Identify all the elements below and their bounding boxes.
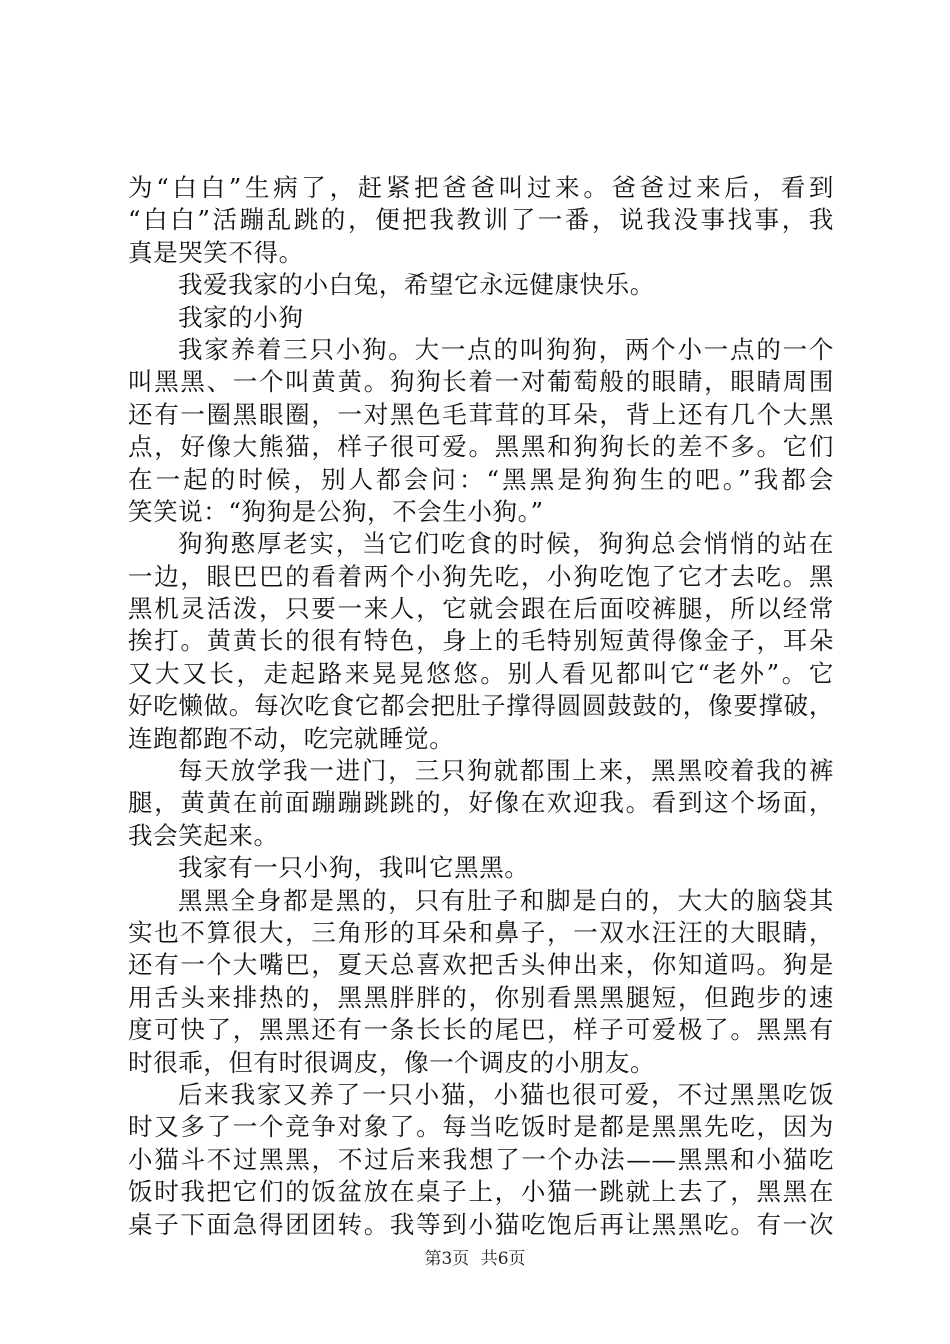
text-line: 在一起的时候，别人都会问：“黑黑是狗狗生的吧。”我都会 [128,464,834,494]
text-line: 小猫斗不过黑黑，不过后来我想了一个办法——黑黑和小猫吃 [128,1144,834,1174]
text-line: 连跑都跑不动，吃完就睡觉。 [128,723,455,753]
text-line: 挨打。黄黄长的很有特色，身上的毛特别短黄得像金子，耳朵 [128,626,834,656]
text-line: 黑黑全身都是黑的，只有肚子和脚是白的，大大的脑袋其 [178,885,834,915]
text-line: 还有一个大嘴巴，夏天总喜欢把舌头伸出来，你知道吗。狗是 [128,950,834,980]
page-footer [0,1244,950,1269]
text-line: 腿，黄黄在前面蹦蹦跳跳的，好像在欢迎我。看到这个场面， [128,788,834,818]
page-total: 共6页 [480,1249,526,1269]
text-line: 真是哭笑不得。 [128,237,304,267]
page-number: 第3页 [424,1249,470,1269]
text-line: 一边，眼巴巴的看着两个小狗先吃，小狗吃饱了它才去吃。黑 [128,561,834,591]
text-line: 我会笑起来。 [128,820,279,850]
text-line: 后来我家又养了一只小猫，小猫也很可爱，不过黑黑吃饭 [178,1079,834,1109]
text-line: 还有一圈黑眼圈，一对黑色毛茸茸的耳朵，背上还有几个大黑 [128,399,834,429]
text-line: 又大又长，走起路来晃晃悠悠。别人看见都叫它“老外”。它 [128,658,834,688]
text-line: 度可快了，黑黑还有一条长长的尾巴，样子可爱极了。黑黑有 [128,1015,834,1045]
text-line: 时又多了一个竞争对象了。每当吃饭时是都是黑黑先吃，因为 [128,1112,834,1142]
text-line: 用舌头来排热的，黑黑胖胖的，你别看黑黑腿短，但跑步的速 [128,982,834,1012]
text-line: 狗狗憨厚老实，当它们吃食的时候，狗狗总会悄悄的站在 [178,529,834,559]
text-line: 时很乖，但有时很调皮，像一个调皮的小朋友。 [128,1047,656,1077]
text-line: 我家的小狗 [178,302,304,332]
text-line: 我爱我家的小白兔，希望它永远健康快乐。 [178,270,655,300]
text-line: 我家有一只小狗，我叫它黑黑。 [178,853,530,883]
text-line: 桌子下面急得团团转。我等到小猫吃饱后再让黑黑吃。有一次 [128,1209,834,1239]
text-line: “白白”活蹦乱跳的，便把我教训了一番，说我没事找事，我 [128,205,834,235]
text-line: 点，好像大熊猫，样子很可爱。黑黑和狗狗长的差不多。它们 [128,432,834,462]
text-line: 笑笑说：“狗狗是公狗，不会生小狗。” [128,496,544,526]
text-line: 实也不算很大，三角形的耳朵和鼻子，一双水汪汪的大眼睛， [128,917,834,947]
text-line: 好吃懒做。每次吃食它都会把肚子撑得圆圆鼓鼓的，像要撑破， [128,691,834,721]
text-line: 饭时我把它们的饭盆放在桌子上，小猫一跳就上去了，黑黑在 [128,1177,834,1207]
text-line: 叫黑黑、一个叫黄黄。狗狗长着一对葡萄般的眼睛，眼睛周围 [128,367,834,397]
body-text [128,172,834,1241]
text-line: 为“白白”生病了，赶紧把爸爸叫过来。爸爸过来后，看到 [128,173,834,202]
text-line: 黑机灵活泼，只要一来人，它就会跟在后面咬裤腿，所以经常 [128,594,834,624]
text-line: 每天放学我一进门，三只狗就都围上来，黑黑咬着我的裤 [178,756,834,786]
text-line: 我家养着三只小狗。大一点的叫狗狗，两个小一点的一个 [178,334,834,364]
